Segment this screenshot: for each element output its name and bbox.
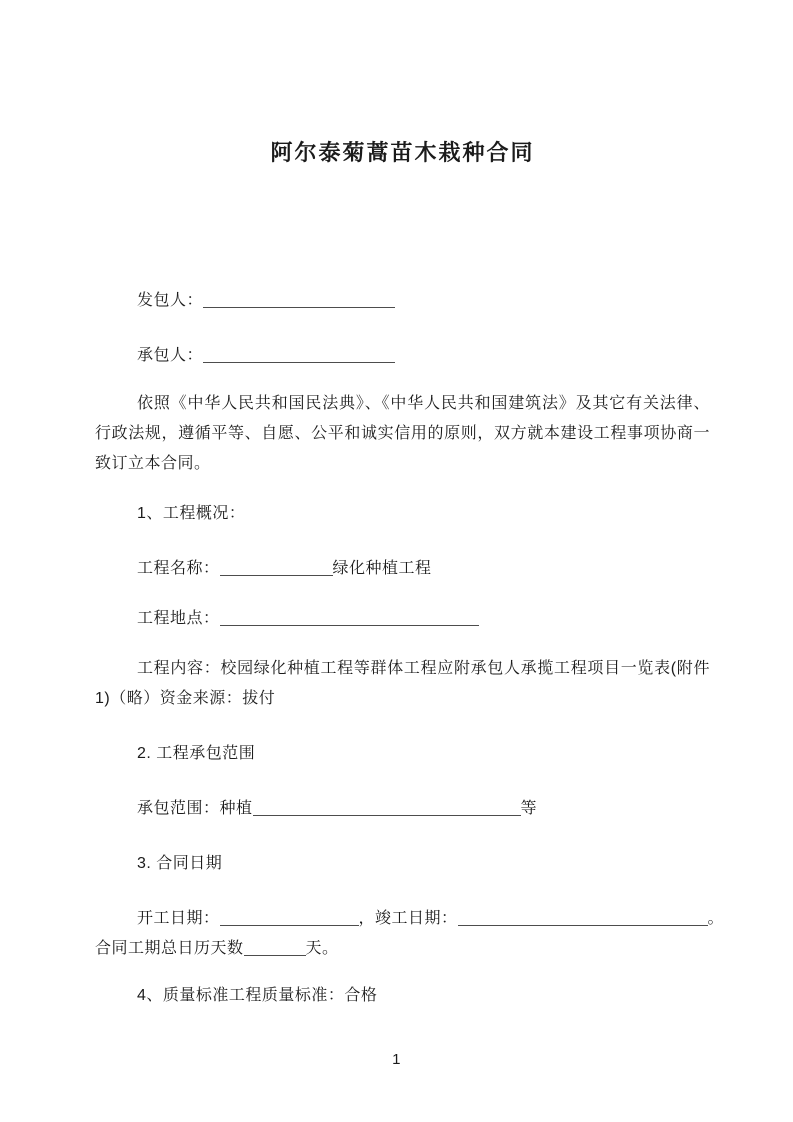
dates-line-1	[95, 904, 725, 934]
duration-blank	[244, 938, 306, 956]
duration-suffix: 天。	[305, 940, 339, 957]
start-date-blank	[220, 908, 359, 926]
project-name-line	[95, 554, 710, 584]
finish-date-label: ，竣工日期：	[358, 910, 458, 927]
preamble-paragraph: 依照《中华人民共和国民法典》、《中华人民共和国建筑法》及其它有关法律、行政法规，遵循平等、自愿、公平和诚实信用的原则，双方就本建设工程事项协商一致订立本合同。	[95, 395, 710, 472]
project-site-line	[95, 604, 710, 634]
dates-line-2	[95, 934, 710, 964]
project-site-blank	[220, 608, 479, 626]
project-site-label: 工程地点：	[137, 610, 220, 627]
party-b-label: 承包人：	[137, 347, 204, 364]
finish-date-blank	[458, 908, 708, 926]
party-b-line	[95, 341, 710, 371]
section3-heading: 3. 合同日期	[137, 855, 223, 872]
scope-blank	[253, 798, 521, 816]
document-body	[95, 0, 725, 1011]
document-title: 阿尔泰菊蒿苗木栽种合同	[270, 140, 535, 165]
scope-label: 承包范围：种植	[137, 800, 253, 817]
section1-heading: 1、工程概况：	[137, 505, 246, 522]
page-number: 1	[392, 1051, 401, 1068]
project-content-paragraph: 工程内容：校园绿化种植工程等群体工程应附承包人承揽工程项目一览表(附件1)（略）资金来源：拔付	[95, 660, 710, 707]
dates-paragraph	[95, 904, 725, 964]
project-name-blank	[220, 558, 333, 576]
project-name-suffix: 绿化种植工程	[332, 560, 432, 577]
project-name-label: 工程名称：	[137, 560, 220, 577]
section2-heading: 2. 工程承包范围	[137, 745, 256, 762]
party-a-blank	[203, 290, 395, 308]
party-a-label: 发包人：	[137, 292, 204, 309]
party-a-line	[95, 286, 710, 316]
scope-suffix: 等	[520, 800, 538, 817]
section4-heading: 4、质量标准工程质量标准：合格	[137, 987, 378, 1004]
finish-punct: 。	[707, 910, 725, 927]
start-date-label: 开工日期：	[137, 910, 220, 927]
duration-prefix: 合同工期总日历天数	[95, 940, 244, 957]
party-b-blank	[203, 345, 395, 363]
scope-line	[95, 794, 710, 824]
